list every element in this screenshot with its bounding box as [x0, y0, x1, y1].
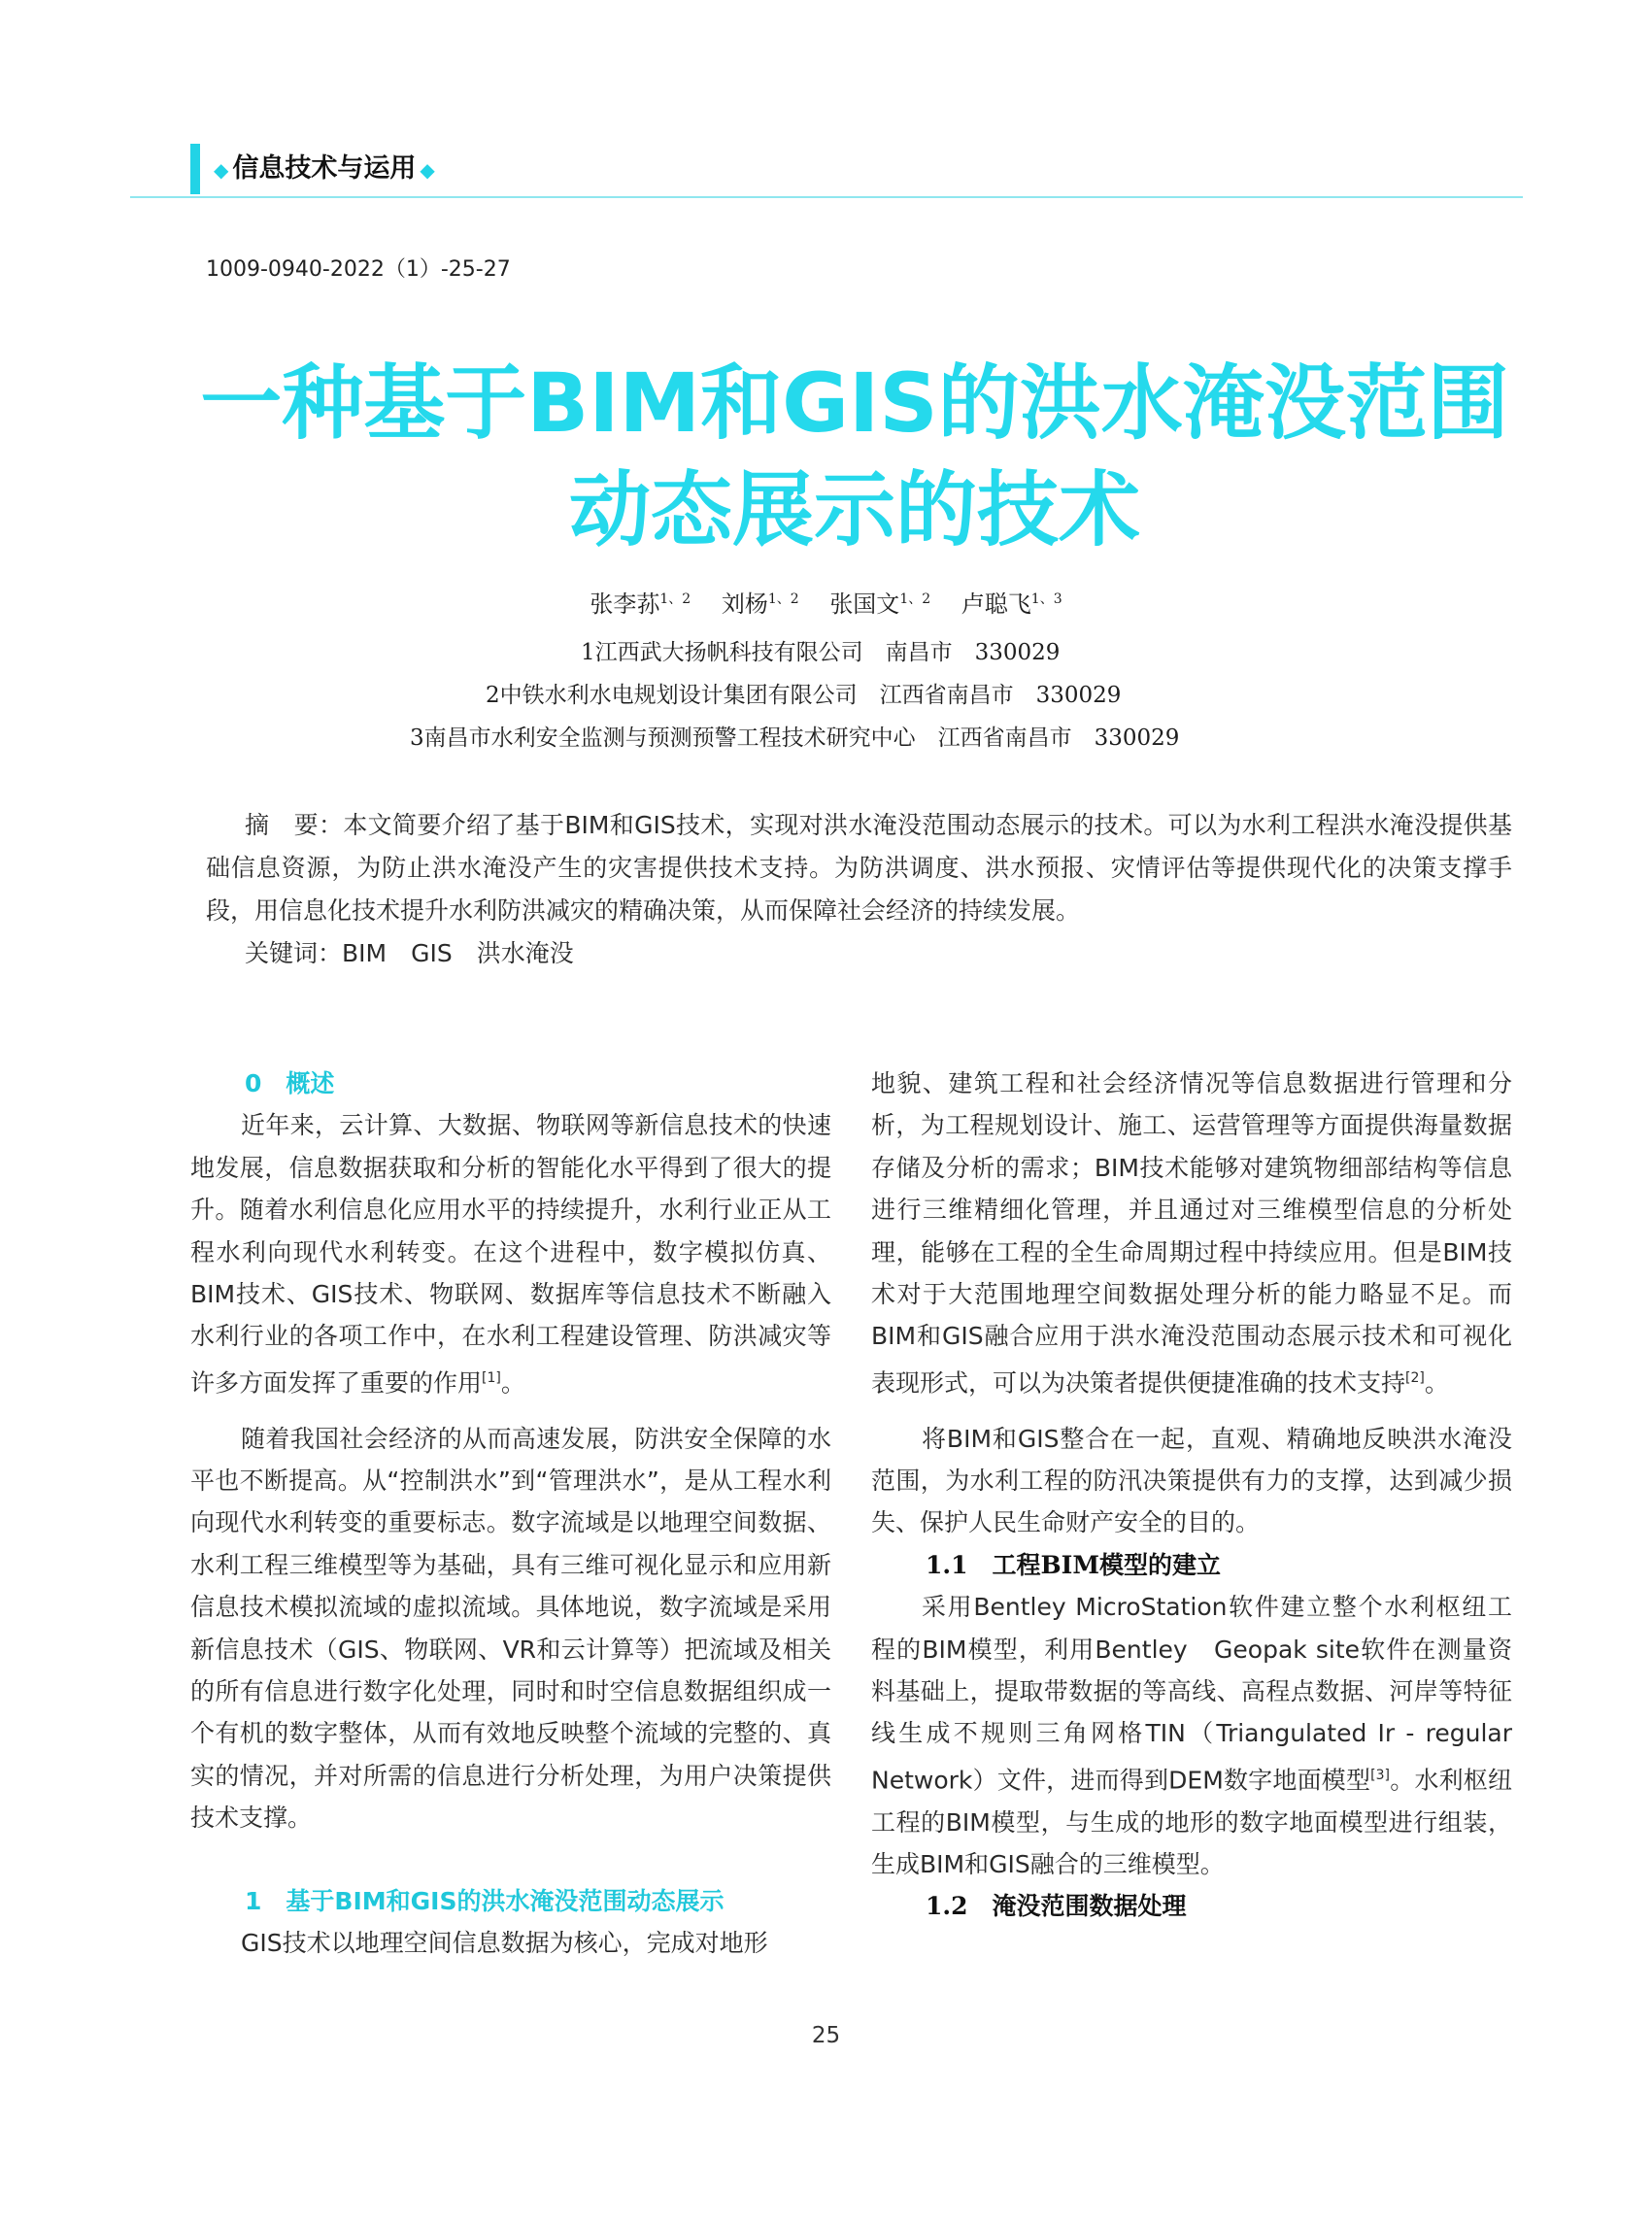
section-1-2-heading: 1.2 淹没范围数据处理	[926, 1892, 1187, 1921]
author-list	[0, 583, 1652, 621]
author-name: 卢聪飞	[961, 590, 1031, 618]
header-accent-bar	[190, 144, 200, 194]
paper-title	[126, 350, 1583, 563]
abstract-label: 摘 要：	[245, 811, 344, 839]
paragraph-end: 。	[500, 1368, 525, 1398]
abstract	[206, 804, 1512, 932]
affiliation-3: 3南昌市水利安全监测与预测预警工程技术研究中心 江西省南昌市 330029	[410, 725, 1180, 751]
diamond-icon: ◆	[214, 158, 229, 182]
title-line-2: 动态展示的技术	[568, 462, 1140, 557]
section-label	[210, 148, 439, 190]
keywords-label: 关键词：	[245, 939, 343, 967]
author-affil-sup: 1、2	[659, 591, 691, 607]
author-name: 张李荪	[590, 590, 660, 618]
doc-code: 1009-0940-2022（1）-25-27	[206, 257, 511, 282]
citation: [1]	[482, 1369, 501, 1386]
paragraph-end: 。	[1424, 1368, 1449, 1398]
affiliation-1: 1江西武大扬帆科技有限公司 南昌市 330029	[581, 640, 1061, 665]
paragraph	[871, 1586, 1512, 1885]
paragraph	[871, 1062, 1512, 1404]
section-label-text: 信息技术与运用	[232, 153, 417, 184]
author-name: 刘杨	[721, 590, 768, 618]
paragraph: 随着我国社会经济的从而高速发展，防洪安全保障的水平也不断提高。从“控制洪水”到“管理洪水”，是从工程水利向现代水利转变的重要标志。数字流域是以地理空间数据、水利工程三维模型等为基础，具有三维可视化显示和应用新信息技术模拟流域的虚拟流域。具体地说，数字流域是采用新信息技术（GIS、物联网、VR和云计算等）把流域及相关的所有信息进行数字化处理，同时和时空信息数据组织成一个有机的数字整体，从而有效地反映整个流域的完整的、真实的情况，并对所需的信息进行分析处理，为用户决策提供技术支撑。	[190, 1424, 831, 1833]
affiliation-2: 2中铁水利水电规划设计集团有限公司 江西省南昌市 330029	[486, 683, 1122, 708]
page-number: 25	[811, 2023, 841, 2048]
citation: [3]	[1370, 1767, 1390, 1783]
paragraph: 将BIM和GIS整合在一起，直观、精确地反映洪水淹没范围，为水利工程的防汛决策提供有力的支撑，达到减少损失、保护人民生命财产安全的目的。	[871, 1424, 1512, 1537]
keywords	[245, 934, 574, 969]
section-1-1-heading: 1.1 工程BIM模型的建立	[926, 1550, 1221, 1579]
author-affil-sup: 1、2	[767, 591, 799, 607]
header-rule	[130, 196, 1523, 198]
paragraph-end: 。水利枢纽工程的BIM模型，与生成的地形的数字地面模型进行组装，生成BIM和GIS融合的三维模型。	[871, 1766, 1512, 1878]
author-affil-sup: 1、2	[899, 591, 931, 607]
section-0-heading: 0 概述	[245, 1069, 335, 1097]
paragraph: GIS技术以地理空间信息数据为核心，完成对地形	[241, 1929, 768, 1958]
right-column	[871, 1062, 1512, 1928]
left-column	[190, 1062, 831, 1964]
title-line-1: 一种基于BIM和GIS的洪水淹没范围	[200, 355, 1509, 451]
paragraph-text: 地貌、建筑工程和社会经济情况等信息数据进行管理和分析，为工程规划设计、施工、运营管理等方面提供海量数据存储及分析的需求；BIM技术能够对建筑物细部结构等信息进行三维精细化管理，并且通过对三维模型信息的分析处理，能够在工程的全生命周期过程中持续应用。但是BIM技术对于大范围地理空间数据处理分析的能力略显不足。而BIM和GIS融合应用于洪水淹没范围动态展示技术和可视化表现形式，可以为决策者提供便捷准确的技术支持	[871, 1069, 1512, 1398]
author-affil-sup: 1、3	[1030, 591, 1062, 607]
paragraph-text: 采用Bentley MicroStation软件建立整个水利枢纽工程的BIM模型，利用Bentley Geopak site软件在测量资料基础上，提取带数据的等高线、高程点数据、河岸等特征线生成不规则三角网格TIN（Triangulated Ir - regular Network）文件，进而得到DEM数字地面模型	[871, 1593, 1512, 1795]
diamond-icon: ◆	[420, 158, 435, 182]
citation: [2]	[1405, 1369, 1425, 1386]
abstract-text: 本文简要介绍了基于BIM和GIS技术，实现对洪水淹没范围动态展示的技术。可以为水利工程洪水淹没提供基础信息资源，为防止洪水淹没产生的灾害提供技术支持。为防洪调度、洪水预报、灾情评估等提供现代化的决策支撑手段，用信息化技术提升水利防洪减灾的精确决策，从而保障社会经济的持续发展。	[206, 811, 1512, 925]
paragraph-text: 近年来，云计算、大数据、物联网等新信息技术的快速地发展，信息数据获取和分析的智能化水平得到了很大的提升。随着水利信息化应用水平的持续提升，水利行业正从工程水利向现代水利转变。在这个进程中，数字模拟仿真、BIM技术、GIS技术、物联网、数据库等信息技术不断融入水利行业的各项工作中，在水利工程建设管理、防洪减灾等许多方面发挥了重要的作用	[190, 1111, 831, 1398]
keywords-text: BIM GIS 洪水淹没	[342, 939, 574, 967]
paragraph	[190, 1104, 831, 1403]
author-name: 张国文	[829, 590, 900, 618]
section-1-heading: 1 基于BIM和GIS的洪水淹没范围动态展示	[245, 1886, 725, 1915]
